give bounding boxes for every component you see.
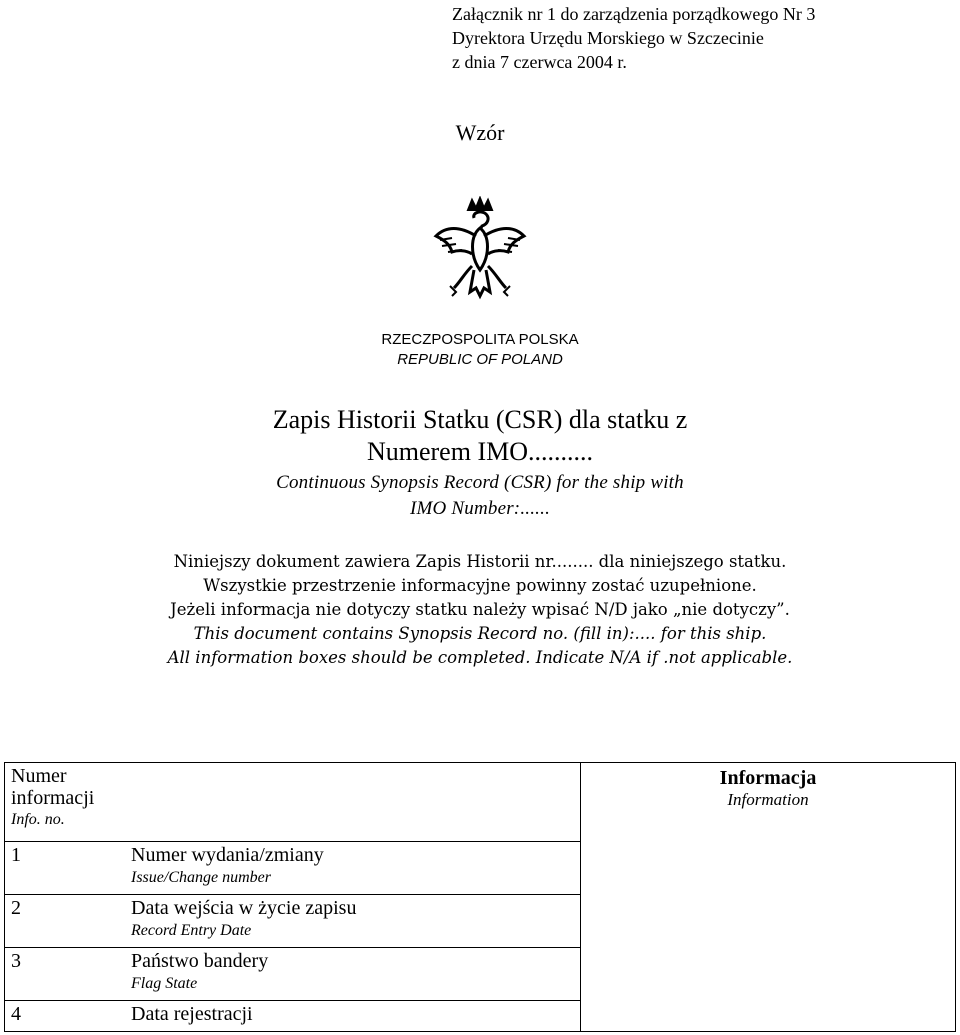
row-label-pl: Data rejestracji (131, 1003, 253, 1025)
row-label-pl: Data wejścia w życie zapisu (131, 897, 357, 919)
row-number: 1 (11, 844, 21, 866)
table-row-3 (5, 948, 581, 1001)
instructions (0, 550, 960, 670)
title-en-line-1: Continuous Synopsis Record (CSR) for the ship with (276, 472, 684, 493)
instruction-en-1: This document contains Synopsis Record no. (fill in):.... for this ship. (193, 624, 767, 643)
row-label-pl: Numer wydania/zmiany (131, 844, 324, 866)
row-label-en: Issue/Change number (131, 869, 271, 886)
annex-line-3: z dnia 7 czerwca 2004 r. (452, 52, 627, 72)
republic-name-pl: RZECZPOSPOLITA POLSKA (381, 331, 579, 348)
row-number: 2 (11, 897, 21, 919)
header-num-en: Info. no. (11, 811, 65, 828)
table-header-row (5, 763, 956, 842)
annex-line-1: Załącznik nr 1 do zarządzenia porządkowego Nr 3 (452, 4, 816, 24)
title-line-2: Numerem IMO.......... (366, 437, 593, 466)
title-en-line-2: IMO Number:...... (409, 498, 551, 519)
header-num-line-2: informacji (11, 787, 95, 809)
table-row-1 (5, 842, 581, 895)
instruction-pl-2: Wszystkie przestrzenie informacyjne powinny zostać uzupełnione. (203, 576, 757, 595)
republic-heading (0, 330, 960, 370)
white-eagle-icon (430, 196, 530, 316)
annex-line-2: Dyrektora Urzędu Morskiego w Szczecinie (452, 28, 764, 48)
header-num-line-1: Numer (11, 765, 67, 787)
instruction-pl-3: Jeżeli informacja nie dotyczy statku należy wpisać N/D jako „nie dotyczy”. (170, 600, 790, 619)
row-label-pl: Państwo bandery (131, 950, 269, 972)
header-information (581, 763, 956, 1032)
template-label: Wzór (455, 120, 505, 145)
row-number: 3 (11, 950, 21, 972)
table-row-4 (5, 1001, 581, 1032)
row-number: 4 (11, 1003, 21, 1025)
header-info-en: Information (727, 790, 809, 809)
instruction-en-2: All information boxes should be completed. Indicate N/A if .not applicable. (167, 648, 793, 667)
title-line-1: Zapis Historii Statku (CSR) dla statku z (272, 405, 688, 434)
table-row-2 (5, 895, 581, 948)
instruction-pl-1: Niniejszy dokument zawiera Zapis Historii nr........ dla niniejszego statku. (173, 552, 787, 571)
document-title (0, 404, 960, 468)
row-label-en: Flag State (131, 975, 198, 992)
header-info-pl: Informacja (719, 767, 817, 789)
document-title-en (0, 470, 960, 522)
republic-name-en: REPUBLIC OF POLAND (397, 351, 563, 368)
info-table (4, 762, 956, 1032)
header-info-number (5, 763, 581, 842)
row-label-en: Record Entry Date (131, 922, 252, 939)
annex-header (452, 2, 815, 74)
